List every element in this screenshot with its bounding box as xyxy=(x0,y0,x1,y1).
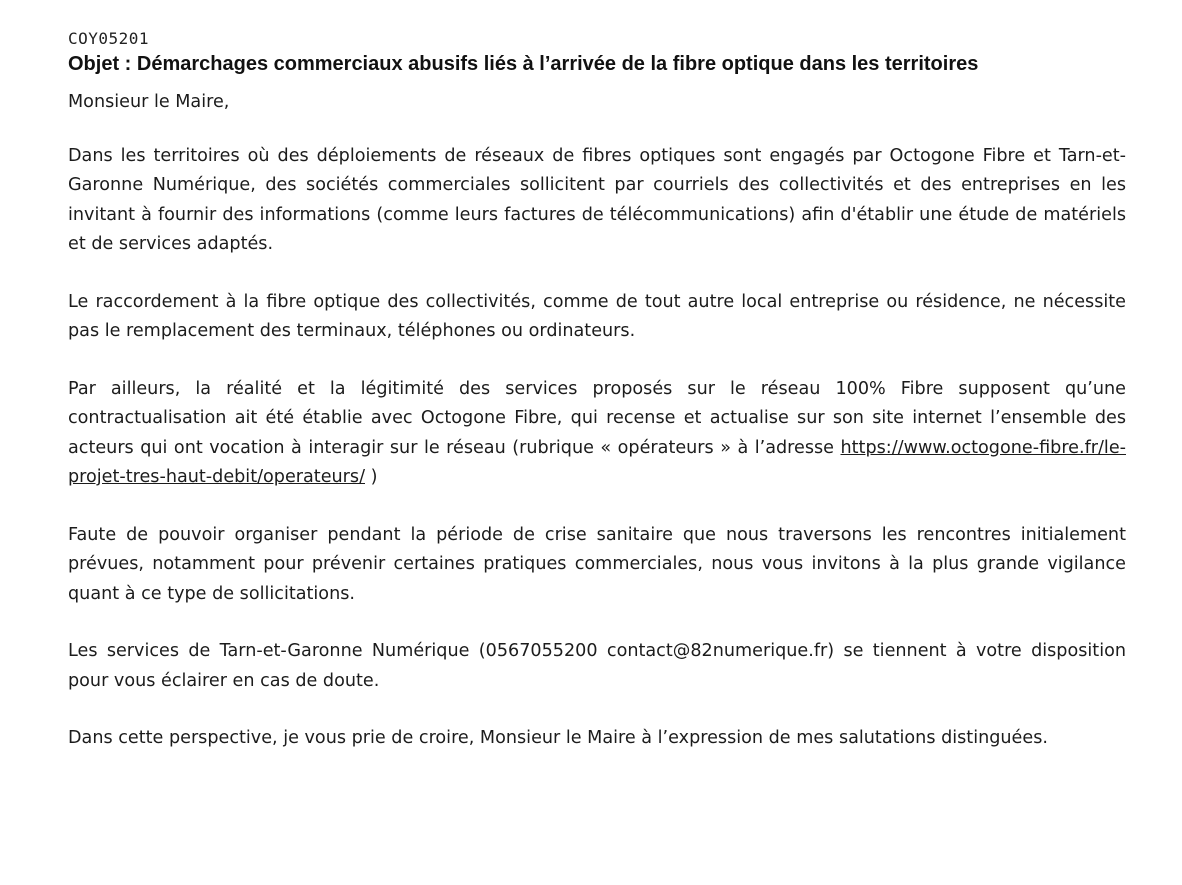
paragraph-3-end: ) xyxy=(365,467,378,487)
paragraph-3 xyxy=(68,375,1126,493)
paragraph-3-text: Par ailleurs, la réalité et la légitimité des services proposés sur le réseau 100% Fibre supposent qu’une contractualisation ait été établie avec Octogone Fibre, qui recense et actualise sur son site internet l’ensemble des acteurs qui ont vocation à interagir sur le réseau (rubrique « opérateurs » à l’adresse xyxy=(68,378,1126,458)
paragraph-1: Dans les territoires où des déploiements de réseaux de fibres optiques sont engagés par Octogone Fibre et Tarn-et-Garonne Numérique, des sociétés commerciales sollicitent par courriels des collectivités et des entreprises en les invitant à fournir des informations (comme leurs factures de télécommunications) afin d'établir une étude de matériels et de services adaptés. xyxy=(68,145,1126,254)
reference-code: COY05201 xyxy=(68,29,150,48)
paragraph-5: Les services de Tarn-et-Garonne Numérique (0567055200 contact@82numerique.fr) se tiennent à votre disposition pour vous éclairer en cas de doute. xyxy=(68,641,1126,691)
letter-page xyxy=(68,24,1126,754)
paragraph-2: Le raccordement à la fibre optique des collectivités, comme de tout autre local entreprise ou résidence, ne nécessite pas le remplacement des terminaux, téléphones ou ordinateurs. xyxy=(68,291,1126,341)
paragraph-4: Faute de pouvoir organiser pendant la période de crise sanitaire que nous traversons les rencontres initialement prévues, notamment pour prévenir certaines pratiques commerciales, nous vous invitons à la plus grande vigilance quant à ce type de sollicitations. xyxy=(68,524,1126,604)
letter-subject: Objet : Démarchages commerciaux abusifs liés à l’arrivée de la fibre optique dans les territoires xyxy=(68,53,979,75)
operators-link[interactable]: https://www.octogone-fibre.fr/le-projet-tres-haut-debit/operateurs/ xyxy=(68,437,1126,487)
salutation: Monsieur le Maire, xyxy=(68,92,230,112)
closing-paragraph: Dans cette perspective, je vous prie de croire, Monsieur le Maire à l’expression de mes salutations distinguées. xyxy=(68,728,1048,748)
